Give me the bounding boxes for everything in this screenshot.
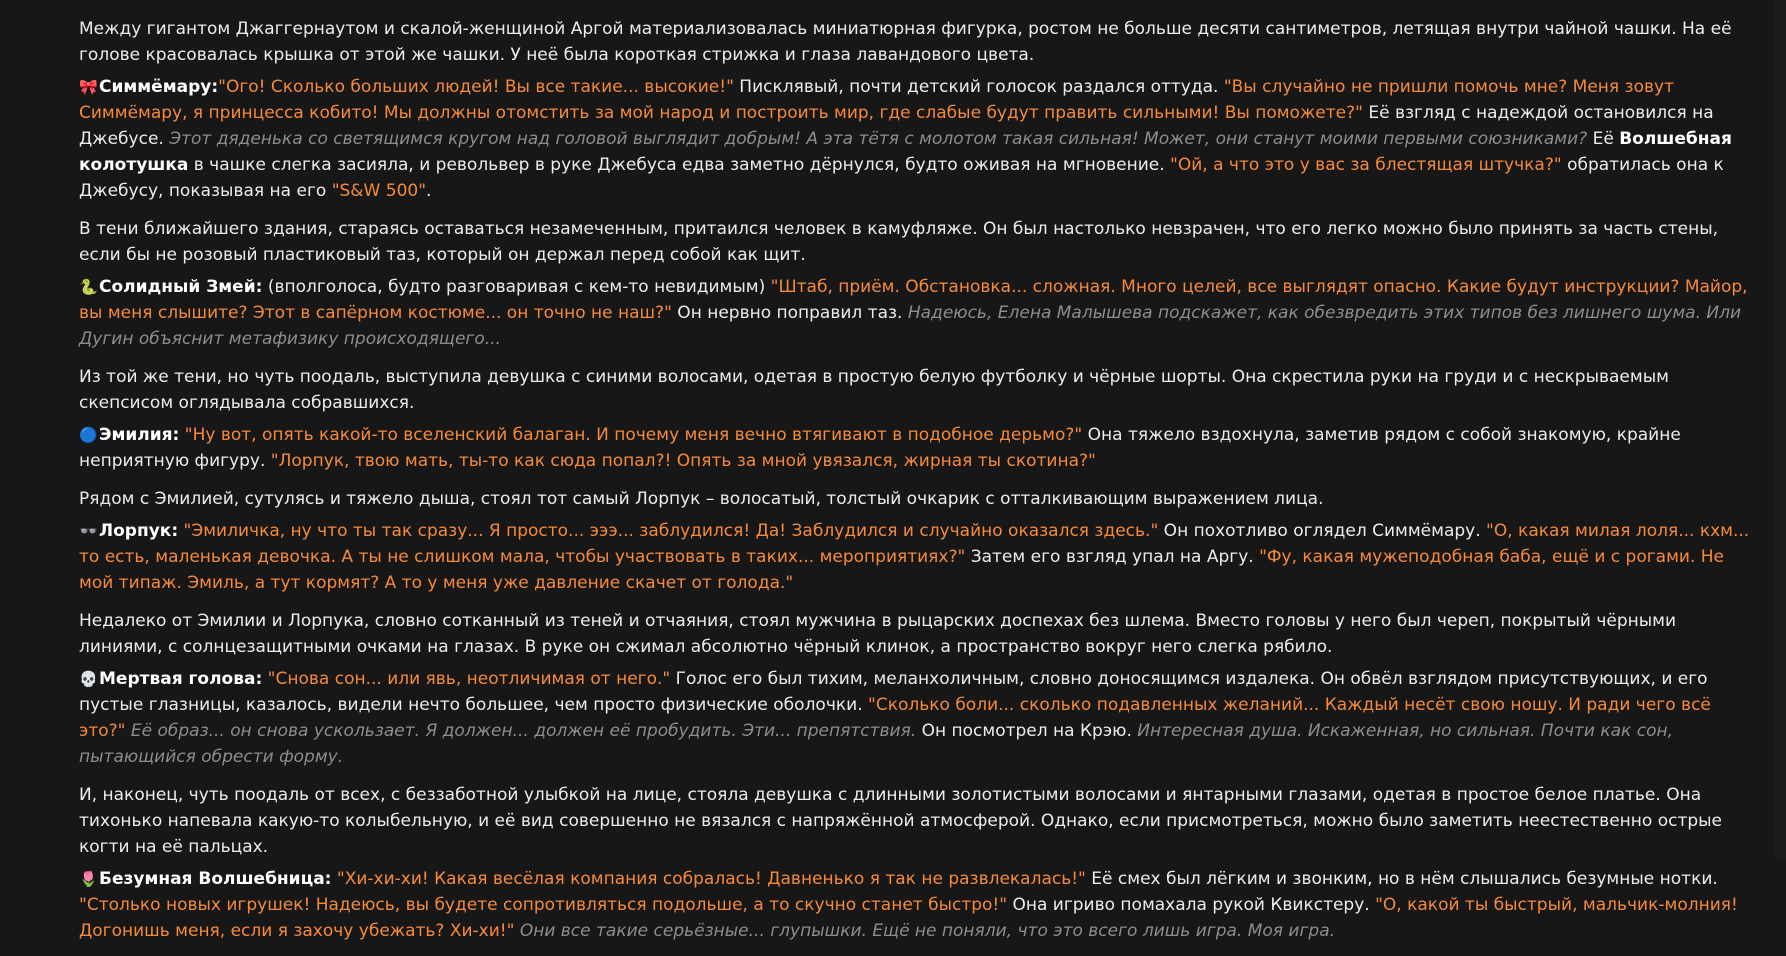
snake-icon: 🐍	[79, 278, 98, 296]
tulip-icon: 🌷	[79, 870, 98, 888]
narration-text: Её	[1587, 129, 1620, 149]
skull-icon: 💀	[79, 670, 98, 688]
speaker-name: Безумная Волшебница:	[99, 869, 332, 889]
narration-text: И, наконец, чуть поодаль от всех, с беззаботной улыбкой на лице, стояла девушка с длинными золотистыми волосами и янтарными глазами, одетая в простое белое платье. Она тихонько напевала какую-то колыбельную, и её вид совершенно не вязался с напряжённой атмосферой. Однако, если присмотреться, можно было заметить неестественно острые когти на её пальцах.	[79, 785, 1723, 857]
glasses-icon: 👓	[79, 522, 98, 540]
dialogue-paragraph	[79, 74, 1751, 204]
dialogue-quote: "Ого! Сколько больших людей! Вы все такие... высокие!"	[218, 77, 734, 97]
narration-text: (вполголоса, будто разговаривая с кем-то невидимым)	[262, 277, 771, 297]
narration-text: В тени ближайшего здания, стараясь оставаться незамеченным, притаился человек в камуфляже. Он был настолько невзрачен, что его легко можно было принять за часть стены, если бы не розовый пластиковый таз, который он держал перед собой как щит.	[79, 219, 1719, 265]
dialogue-quote: "О, какой ты быстрый, мальчик-молния! Догонишь меня, если я захочу убежать? Хи-хи!"	[79, 895, 1738, 941]
narration-text: обратилась она к Джебусу, показывая на его	[79, 155, 1724, 201]
narration-text: Голос его был тихим, меланхоличным, словно доносящимся издалека. Он обвёл взглядом присутствующих, и его пустые глазницы, казалось, видели нечто большее, чем просто физические оболочки.	[79, 669, 1708, 715]
speaker-name: Эмилия:	[99, 425, 180, 445]
narration-text: Недалеко от Эмилии и Лорпука, словно сотканный из теней и отчаяния, стоял мужчина в рыцарских доспехах без шлема. Вместо головы у него был череп, покрытый чёрными линиями, с солнцезащитными очками на глазах. В руке он сжимал абсолютно чёрный клинок, а пространство вокруг него слегка рябило.	[79, 611, 1677, 657]
dialogue-paragraph	[79, 866, 1751, 944]
inner-thought: Её образ... он снова ускользает. Я должен... должен её пробудить. Эти... препятствия.	[130, 721, 917, 741]
dialogue-paragraph	[79, 518, 1751, 596]
bold-text: Волшебная колотушка	[79, 129, 1732, 175]
narration-text: Он посмотрел на Крэю.	[916, 721, 1138, 741]
dialogue-quote: "Столько новых игрушек! Надеюсь, вы будете сопротивляться подольше, а то скучно станет быстро!"	[79, 895, 1008, 915]
narration-text: .	[426, 181, 432, 201]
narration-text: в чашке слегка засияла, и револьвер в руке Джебуса едва заметно дёрнулся, будто оживая на мгновение.	[188, 155, 1171, 175]
inner-thought: Этот дяденька со светящимся кругом над головой выглядит добрым! А эта тётя с молотом такая сильная! Может, они станут моими первыми союзниками?	[169, 129, 1588, 149]
inner-thought: Они все такие серьёзные... глупышки. Ещё не поняли, что это всего лишь игра. Моя игра.	[519, 921, 1336, 941]
narration-paragraph	[79, 782, 1751, 860]
narration-text: Из той же тени, но чуть поодаль, выступила девушка с синими волосами, одетая в простую белую футболку и чёрные шорты. Она скрестила руки на груди и с нескрываемым скепсисом оглядывала собравшихся.	[79, 367, 1669, 413]
dialogue-quote: "Лорпук, твою мать, ты-то как сюда попал?! Опять за мной увязался, жирная ты скотина?"	[270, 451, 1096, 471]
dialogue-quote: "Вы случайно не пришли помочь мне? Меня зовут Симмёмару, я принцесса кобито! Мы должны отомстить за мой народ и построить мир, где слабые будут править сильными! Вы поможете?"	[79, 77, 1674, 123]
dialogue-quote: "Снова сон... или явь, неотличимая от него."	[267, 669, 671, 689]
dialogue-quote: "О, какая милая лоля... кхм... то есть, маленькая девочка. А ты не слишком мала, чтобы участвовать в таких... мероприятиях?"	[79, 521, 1750, 567]
dialogue-paragraph	[79, 422, 1751, 474]
speaker-name: Симмёмару:	[99, 77, 219, 97]
narration-text: Между гигантом Джаггернаутом и скалой-женщиной Аргой материализовалась миниатюрная фигурка, ростом не больше десяти сантиметров, летящая внутри чайной чашки. На её голове красовалась крышка от этой же чашки. У неё была короткая стрижка и глаза лавандового цвета.	[79, 19, 1732, 65]
narration-paragraph	[79, 608, 1751, 660]
narration-text: Он похотливо оглядел Симмёмару.	[1158, 521, 1487, 541]
scrollbar[interactable]	[1774, 0, 1786, 860]
speaker-name: Мертвая голова:	[99, 669, 263, 689]
dialogue-quote: "Хи-хи-хи! Какая весёлая компания собралась! Давненько я так не развлекалась!"	[336, 869, 1086, 889]
speaker-name: Солидный Змей:	[99, 277, 263, 297]
chat-message-content	[79, 16, 1751, 956]
dialogue-paragraph	[79, 666, 1751, 770]
inner-thought: Интересная душа. Искаженная, но сильная. Почти как сон, пытающийся обрести форму.	[79, 721, 1673, 767]
dialogue-quote: "Ну вот, опять какой-то вселенский балаган. И почему меня вечно втягивают в подобное дерьмо?"	[184, 425, 1083, 445]
narration-text: Её смех был лёгким и звонким, но в нём слышались безумные нотки.	[1085, 869, 1718, 889]
narration-paragraph	[79, 486, 1751, 512]
narration-text: Её взгляд с надеждой остановился на Джебусе.	[79, 103, 1714, 149]
ribbon-icon: 🎀	[79, 78, 98, 96]
speaker-name: Лорпук:	[99, 521, 179, 541]
dialogue-quote: "Сколько боли... сколько подавленных желаний... Каждый несёт свою ношу. И ради чего всё это?"	[79, 695, 1711, 741]
dialogue-quote: "Штаб, приём. Обстановка... сложная. Много целей, все выглядят опасно. Какие будут инструкции? Майор, вы меня слышите? Этот в сапёрном костюме... он точно не наш?"	[79, 277, 1748, 323]
dialogue-quote: "S&W 500"	[331, 181, 427, 201]
narration-text: Она тяжело вздохнула, заметив рядом с собой знакомую, крайне неприятную фигуру.	[79, 425, 1681, 471]
narration-text: Рядом с Эмилией, сутулясь и тяжело дыша, стоял тот самый Лорпук – волосатый, толстый очкарик с отталкивающим выражением лица.	[79, 489, 1324, 509]
narration-paragraph	[79, 16, 1751, 68]
narration-paragraph	[79, 364, 1751, 416]
narration-text: Затем его взгляд упал на Аргу.	[965, 547, 1260, 567]
inner-thought: Надеюсь, Елена Малышева подскажет, как обезвредить этих типов без лишнего шума. Или Дугин объяснит метафизику происходящего...	[79, 303, 1742, 349]
dialogue-quote: "Фу, какая мужеподобная баба, ещё и с рогами. Не мой типаж. Эмиль, а тут кормят? А то у меня уже давление скачет от голода."	[79, 547, 1724, 593]
narration-text: Писклявый, почти детский голосок раздался оттуда.	[733, 77, 1224, 97]
narration-text: Он нервно поправил таз.	[671, 303, 908, 323]
dialogue-quote: "Ой, а что это у вас за блестящая штучка?"	[1170, 155, 1562, 175]
dialogue-paragraph	[79, 274, 1751, 352]
blue-circle-icon: 🔵	[79, 426, 98, 444]
narration-text: Она игриво помахала рукой Квикстеру.	[1007, 895, 1376, 915]
narration-paragraph	[79, 216, 1751, 268]
dialogue-quote: "Эмиличка, ну что ты так сразу... Я просто... эээ... заблудился! Да! Заблудился и случайно оказался здесь."	[183, 521, 1159, 541]
